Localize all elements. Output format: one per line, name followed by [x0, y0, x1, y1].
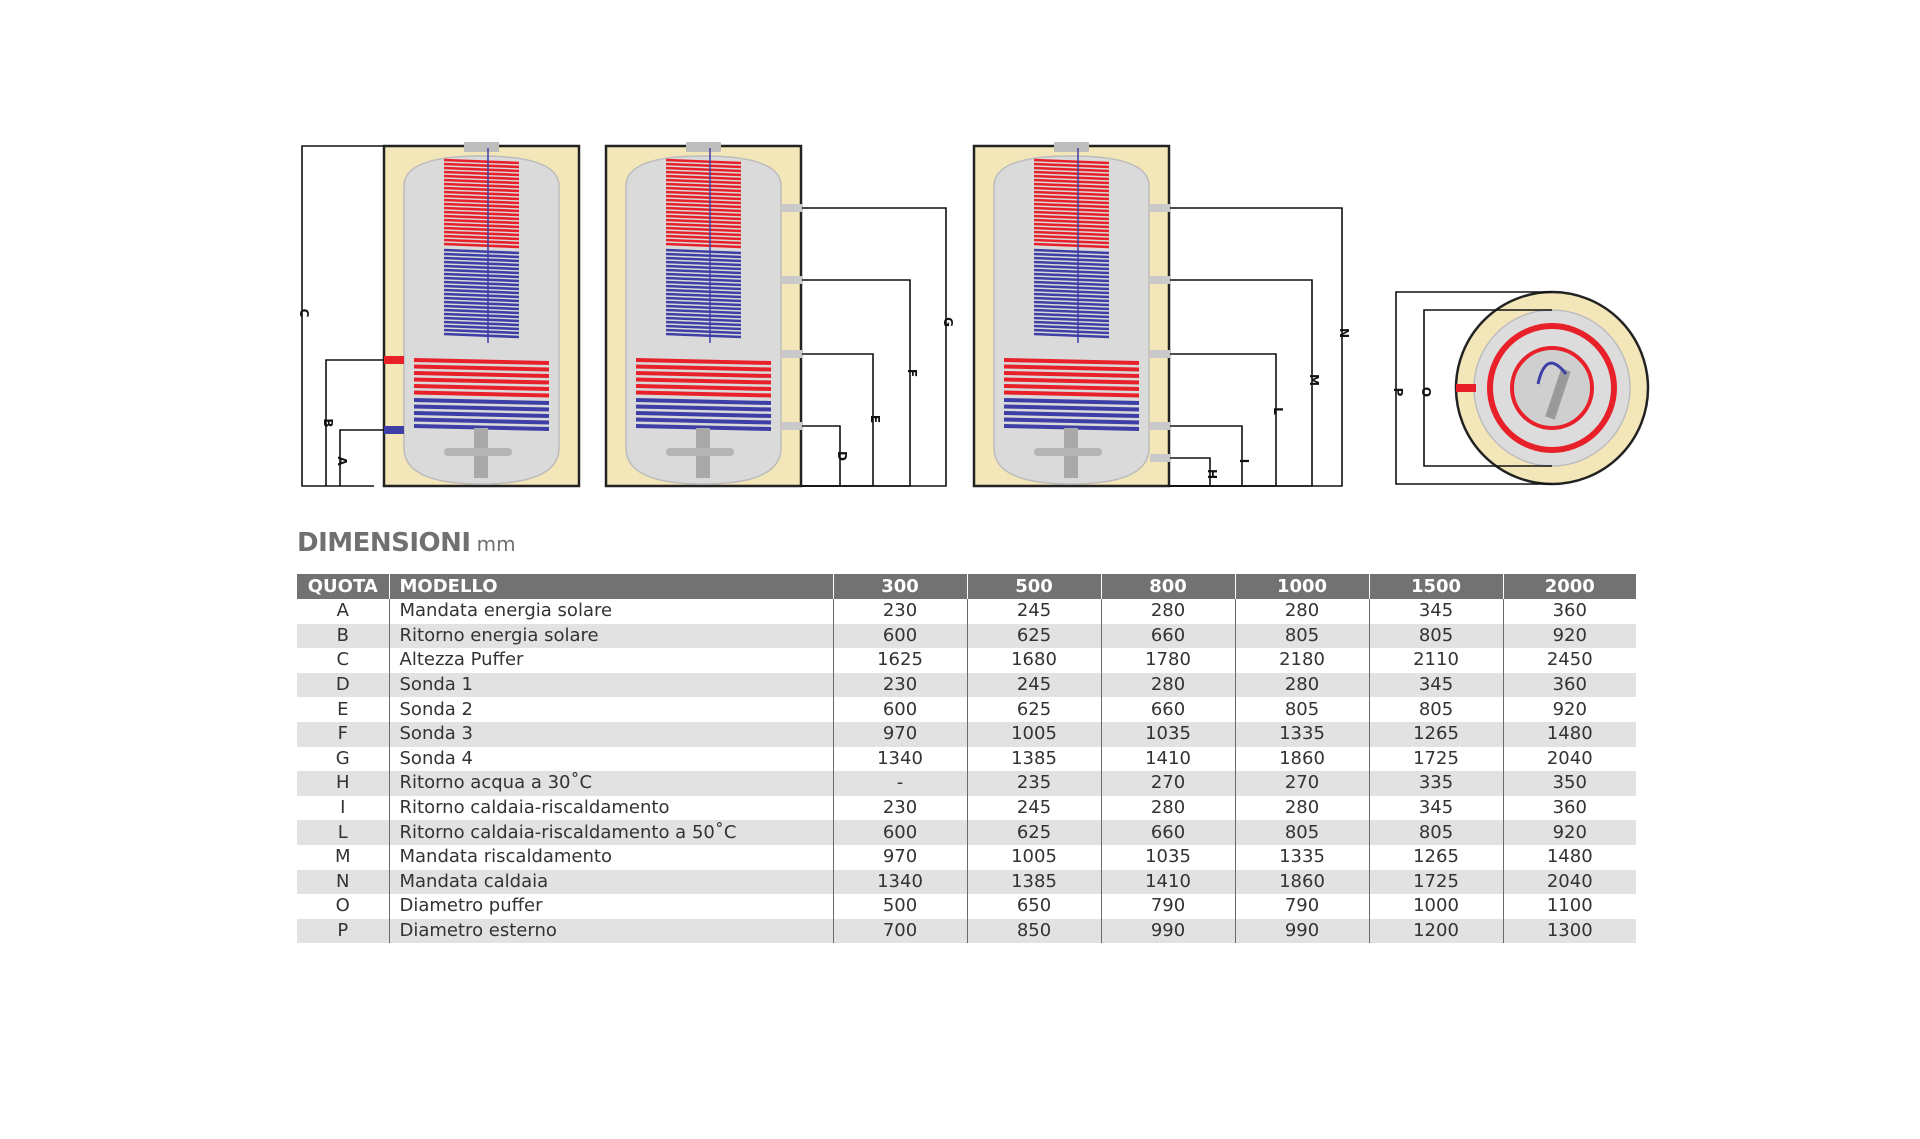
tank-dimension-diagram	[290, 128, 1650, 498]
quota-cell: H	[297, 771, 389, 796]
value-cell: 990	[1101, 919, 1235, 944]
value-cell: 230	[833, 673, 967, 698]
quota-cell: M	[334, 846, 351, 868]
dimension-label: B	[321, 418, 335, 428]
table-row	[297, 722, 1636, 747]
top-flange	[464, 142, 499, 152]
value-cell: 990	[1235, 919, 1369, 944]
header-quota: QUOTA	[297, 574, 389, 599]
value-cell: 2110	[1369, 648, 1503, 673]
dimension-line	[801, 280, 910, 486]
modello-cell: Mandata caldaia	[389, 870, 833, 895]
value-cell: 1725	[1369, 870, 1503, 895]
value-cell: 345	[1369, 673, 1503, 698]
value-cell: 280	[1235, 796, 1369, 821]
value-cell: 1100	[1503, 894, 1636, 919]
dimension-line	[1169, 280, 1312, 486]
table-header-row	[297, 574, 1636, 599]
value-cell: 1200	[1369, 919, 1503, 944]
value-cell: 1005	[967, 845, 1101, 870]
quota-cell: D	[297, 673, 389, 698]
value-cell: 280	[1101, 796, 1235, 821]
dimensions-unit: mm	[476, 532, 516, 556]
value-cell: -	[833, 771, 967, 796]
value-cell: 2040	[1503, 747, 1636, 772]
pipe-connection	[1150, 204, 1170, 212]
value-cell: 2450	[1503, 648, 1636, 673]
table-row	[297, 673, 1636, 698]
value-cell: 920	[1503, 624, 1636, 649]
modello-cell: Mandata riscaldamento	[389, 845, 833, 870]
modello-cell: Altezza Puffer	[389, 648, 833, 673]
dimension-label: M	[1307, 374, 1321, 386]
value-cell: 700	[833, 919, 967, 944]
table-row	[297, 894, 1636, 919]
value-cell: 1340	[833, 747, 967, 772]
value-cell: 920	[1503, 697, 1636, 722]
value-cell: 805	[1235, 624, 1369, 649]
header-model-500: 500	[967, 574, 1101, 599]
quota-cell: N	[297, 870, 389, 895]
value-cell: 1780	[1101, 648, 1235, 673]
value-cell: 1035	[1101, 722, 1235, 747]
quota-cell: L	[297, 820, 389, 845]
modello-cell: Sonda 4	[389, 747, 833, 772]
dimension-line	[1169, 458, 1210, 486]
value-cell: 805	[1369, 624, 1503, 649]
quota-cell: G	[335, 747, 350, 769]
table-row	[297, 697, 1636, 722]
value-cell: 345	[1369, 796, 1503, 821]
value-cell: 660	[1101, 624, 1235, 649]
modello-cell: Diametro puffer	[389, 894, 833, 919]
dimensions-heading	[297, 528, 516, 558]
heater-pipe	[666, 448, 734, 456]
value-cell: 1005	[967, 722, 1101, 747]
modello-cell: Diametro esterno	[389, 919, 833, 944]
dimension-label: I	[1237, 458, 1251, 464]
table-row	[297, 845, 1636, 870]
quota-cell: O	[335, 895, 350, 917]
value-cell: 1480	[1503, 845, 1636, 870]
value-cell: 245	[967, 673, 1101, 698]
value-cell: 970	[833, 845, 967, 870]
dimension-label: C	[297, 308, 311, 318]
value-cell: 235	[967, 771, 1101, 796]
value-cell: 245	[967, 796, 1101, 821]
solar-flow-connection	[384, 356, 404, 364]
modello-cell: Ritorno acqua a 30˚C	[389, 771, 833, 796]
value-cell: 270	[1101, 771, 1235, 796]
value-cell: 1000	[1369, 894, 1503, 919]
value-cell: 1300	[1503, 919, 1636, 944]
table-row	[297, 648, 1636, 673]
dimension-label: E	[868, 414, 882, 424]
dimension-label: L	[1271, 407, 1285, 415]
table-row	[297, 747, 1636, 772]
dimension-label: P	[1391, 387, 1405, 397]
dimension-label: D	[835, 451, 849, 461]
value-cell: 360	[1503, 599, 1636, 624]
quota-cell: E	[337, 698, 349, 720]
modello-cell: Ritorno caldaia-riscaldamento	[389, 796, 833, 821]
modello-cell: Mandata energia solare	[389, 599, 833, 624]
heater-pipe	[1034, 448, 1102, 456]
value-cell: 625	[967, 820, 1101, 845]
quota-cell: F	[297, 722, 389, 747]
value-cell: 1860	[1235, 870, 1369, 895]
modello-cell: Ritorno caldaia-riscaldamento a 50˚C	[389, 820, 833, 845]
value-cell: 600	[833, 697, 967, 722]
value-cell: 245	[967, 599, 1101, 624]
table-row	[297, 796, 1636, 821]
heater-pipe	[444, 448, 512, 456]
table-row	[297, 820, 1636, 845]
value-cell: 1410	[1101, 870, 1235, 895]
pipe-connection	[1150, 422, 1170, 430]
dimension-line	[302, 146, 384, 486]
value-cell: 270	[1235, 771, 1369, 796]
dimension-label: F	[905, 368, 919, 378]
value-cell: 600	[833, 624, 967, 649]
value-cell: 345	[1369, 599, 1503, 624]
modello-cell: Ritorno energia solare	[389, 624, 833, 649]
pipe-connection	[1150, 350, 1170, 358]
value-cell: 230	[833, 796, 967, 821]
value-cell: 1680	[967, 648, 1101, 673]
value-cell: 600	[833, 820, 967, 845]
probe-sleeve	[782, 276, 802, 284]
dimension-label: N	[1337, 327, 1351, 339]
header-model-2000: 2000	[1503, 574, 1636, 599]
value-cell: 280	[1235, 673, 1369, 698]
side-connection	[1456, 384, 1476, 392]
header-model-1500: 1500	[1369, 574, 1503, 599]
top-flange	[1054, 142, 1089, 152]
value-cell: 1625	[833, 648, 967, 673]
quota-cell: I	[340, 797, 346, 819]
value-cell: 335	[1369, 771, 1503, 796]
value-cell: 1340	[833, 870, 967, 895]
value-cell: 1385	[967, 747, 1101, 772]
tank-diagram-solar	[297, 142, 579, 486]
value-cell: 1725	[1369, 747, 1503, 772]
value-cell: 1410	[1101, 747, 1235, 772]
dimension-label: A	[335, 456, 349, 466]
dimensions-table	[297, 574, 1636, 943]
table-row	[297, 599, 1636, 624]
value-cell: 1480	[1503, 722, 1636, 747]
value-cell: 280	[1101, 673, 1235, 698]
pipe-connection	[1150, 454, 1170, 462]
value-cell: 2180	[1235, 648, 1369, 673]
table-row	[297, 771, 1636, 796]
value-cell: 625	[967, 624, 1101, 649]
dimension-line	[801, 426, 840, 486]
modello-cell: Sonda 3	[389, 722, 833, 747]
value-cell: 805	[1369, 697, 1503, 722]
quota-cell: B	[297, 624, 389, 649]
top-flange	[686, 142, 721, 152]
tank-diagram-heating	[974, 142, 1351, 486]
value-cell: 500	[833, 894, 967, 919]
probe-sleeve	[782, 422, 802, 430]
value-cell: 970	[833, 722, 967, 747]
value-cell: 230	[833, 599, 967, 624]
value-cell: 1035	[1101, 845, 1235, 870]
probe-sleeve	[782, 350, 802, 358]
header-modello: MODELLO	[389, 574, 833, 599]
value-cell: 1335	[1235, 845, 1369, 870]
header-model-300: 300	[833, 574, 967, 599]
dimension-label: O	[1419, 386, 1433, 398]
value-cell: 920	[1503, 820, 1636, 845]
header-model-1000: 1000	[1235, 574, 1369, 599]
value-cell: 660	[1101, 697, 1235, 722]
modello-cell: Sonda 2	[389, 697, 833, 722]
value-cell: 280	[1101, 599, 1235, 624]
value-cell: 625	[967, 697, 1101, 722]
value-cell: 650	[967, 894, 1101, 919]
dimensions-title: DIMENSIONI	[297, 528, 471, 558]
value-cell: 1385	[967, 870, 1101, 895]
value-cell: 805	[1235, 697, 1369, 722]
header-model-800: 800	[1101, 574, 1235, 599]
dimension-label: H	[1205, 468, 1219, 480]
value-cell: 360	[1503, 673, 1636, 698]
value-cell: 1265	[1369, 722, 1503, 747]
dimension-line	[1169, 208, 1342, 486]
tank-top-view	[1391, 292, 1648, 484]
tank-diagram-probes	[606, 142, 955, 486]
value-cell: 660	[1101, 820, 1235, 845]
quota-cell: A	[336, 600, 349, 622]
dimension-line	[1169, 354, 1276, 486]
value-cell: 1265	[1369, 845, 1503, 870]
quota-cell: P	[297, 919, 389, 944]
value-cell: 805	[1369, 820, 1503, 845]
modello-cell: Sonda 1	[389, 673, 833, 698]
value-cell: 850	[967, 919, 1101, 944]
value-cell: 2040	[1503, 870, 1636, 895]
dimension-line	[801, 354, 873, 486]
value-cell: 790	[1235, 894, 1369, 919]
value-cell: 1860	[1235, 747, 1369, 772]
probe-sleeve	[782, 204, 802, 212]
table-row	[297, 919, 1636, 944]
value-cell: 350	[1503, 771, 1636, 796]
quota-cell: C	[336, 649, 350, 671]
solar-return-connection	[384, 426, 404, 434]
pipe-connection	[1150, 276, 1170, 284]
dimension-label: G	[941, 317, 955, 327]
value-cell: 360	[1503, 796, 1636, 821]
table-row	[297, 624, 1636, 649]
value-cell: 805	[1235, 820, 1369, 845]
value-cell: 1335	[1235, 722, 1369, 747]
value-cell: 280	[1235, 599, 1369, 624]
value-cell: 790	[1101, 894, 1235, 919]
table-row	[297, 870, 1636, 895]
